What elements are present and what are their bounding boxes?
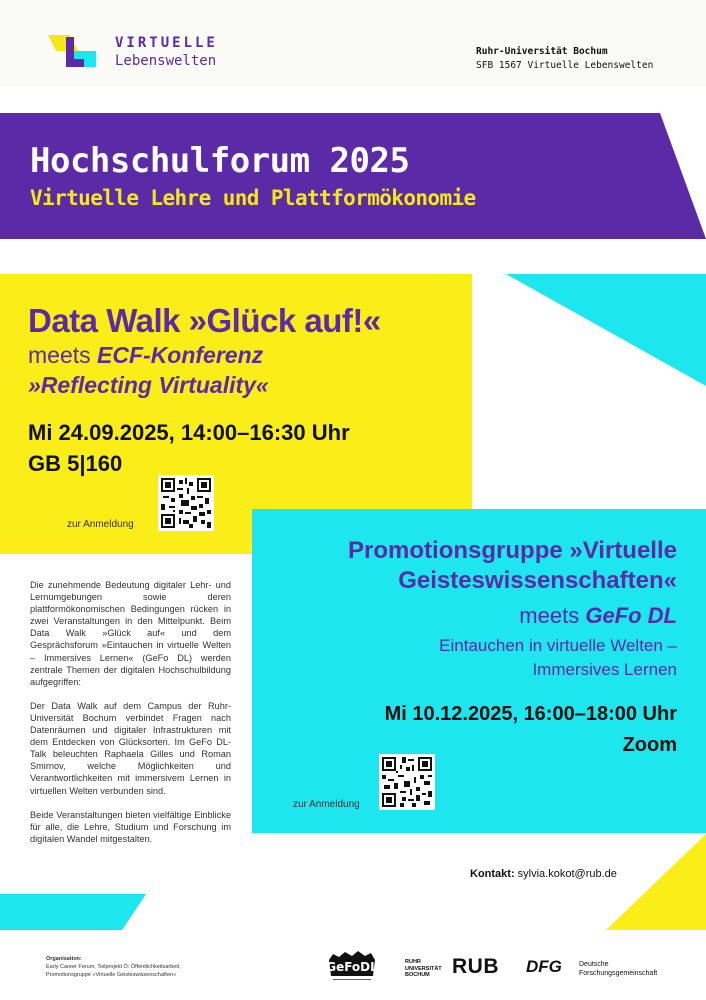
yellow-triangle-decoration xyxy=(606,834,706,930)
event1-room: GB 5|160 xyxy=(28,451,123,476)
dfg-line1: Deutsche xyxy=(579,961,609,968)
event2-subtitle-line1: Eintauchen in virtuelle Welten – xyxy=(439,636,677,655)
event1-meets-line2: »Reflecting Virtuality« xyxy=(28,372,269,398)
university-info xyxy=(476,45,653,73)
event2-title-line2: Geisteswissenschaften« xyxy=(398,567,677,594)
contact-email[interactable]: sylvia.kokot@rub.de xyxy=(517,868,617,880)
organisation-info xyxy=(46,955,181,979)
sfb-name: SFB 1567 Virtuelle Lebenswelten xyxy=(476,60,654,71)
header-bar xyxy=(0,0,706,86)
cyan-triangle-decoration-bottom-left xyxy=(0,894,146,930)
event2-subtitle-line2: Immersives Lernen xyxy=(532,660,677,679)
rub-logo: RUB xyxy=(452,955,499,978)
event1-date: Mi 24.09.2025, 14:00–16:30 Uhr xyxy=(28,420,350,445)
page-subtitle: Virtuelle Lehre und Plattformökonomie xyxy=(30,186,476,210)
cyan-triangle-decoration xyxy=(506,274,706,386)
qr-code-icon[interactable] xyxy=(158,475,214,531)
dfg-name xyxy=(579,960,657,978)
university-name: Ruhr-Universität Bochum xyxy=(476,46,608,57)
event1-registration-label: zur Anmeldung xyxy=(67,519,134,530)
qr-code-icon[interactable] xyxy=(379,754,435,810)
event2-meets xyxy=(519,603,677,629)
event2-room: Zoom xyxy=(622,734,677,756)
rub-small-line3: BOCHUM xyxy=(405,972,430,978)
virtuelle-lebenswelten-logo-icon xyxy=(48,35,98,69)
intro-paragraph-2: Der Data Walk auf dem Campus der Ruhr-Universität Bochum verbindet Fragen nach Datenräumen und digitaler Infrastrukturen mit dem Entdecken von Glücksorten. Im GeFo DL-Talk beleuchten Raphaela Gilles und Roman Smirnov, welche Möglichkeiten und Verantwortlichkeiten mit immersivem Lernen in virtuellen Welten verbunden sind. xyxy=(30,700,231,796)
logo-line2: Lebenswelten xyxy=(115,53,217,69)
page-title: Hochschulforum 2025 xyxy=(30,141,410,181)
intro-paragraph-1: Die zunehmende Bedeutung digitaler Lehr- und Lernumgebungen sowie deren plattformökonomischen Bedingungen rücken in zwei Veranstaltungen in den Mittelpunkt. Beim Data Walk »Glück auf« und dem Gesprächsforum »Eintauchen in virtuelle Welten – Immersives Lernen« (GeFo DL) werden zentrale Themen der digitalen Hochschulbildung aufgegriffen: xyxy=(30,580,231,687)
logo-line1: VIRTUELLE xyxy=(115,35,218,51)
rub-small-line2: UNIVERSITÄT xyxy=(405,965,442,972)
event1-title: Data Walk »Glück auf!« xyxy=(28,302,381,339)
event2-meets-word: meets xyxy=(519,603,580,628)
gefo-dl-logo xyxy=(325,948,379,984)
event2-meets-name: GeFo DL xyxy=(585,603,677,628)
rub-wordmark-small xyxy=(405,959,442,979)
event2-date: Mi 10.12.2025, 16:00–18:00 Uhr xyxy=(384,703,677,725)
gefo-logo-text: GeFoDL xyxy=(326,960,378,974)
event1-meets-name: ECF-Konferenz xyxy=(97,342,264,368)
event2-title-line1: Promotionsgruppe »Virtuelle xyxy=(348,537,677,564)
contact-info xyxy=(470,868,617,880)
organisation-line1: Early Career Forum, Teilprojekt Ö: Öffentlichkeitsarbeit, xyxy=(46,964,181,970)
event2-registration-label: zur Anmeldung xyxy=(293,799,360,810)
organisation-label: Organisation: xyxy=(46,956,82,962)
intro-paragraph-3: Beide Veranstaltungen bieten vielfältige Einblicke für alle, die Lehre, Studium und Forschung im digitalen Wandel mitgestalten. xyxy=(30,809,231,844)
event1-meets-word: meets xyxy=(28,342,91,368)
event1-meets xyxy=(28,342,263,369)
dfg-line2: Forschungsgemeinschaft xyxy=(579,970,658,977)
rub-small-line1: RUHR xyxy=(405,959,421,965)
organisation-line2: Promotionsgruppe »Virtuelle Geisteswissenschaften« xyxy=(46,972,177,978)
intro-text xyxy=(30,579,231,857)
dfg-logo: DFG xyxy=(526,957,562,976)
logo-wordmark xyxy=(115,34,218,70)
contact-label: Kontakt: xyxy=(470,868,515,880)
